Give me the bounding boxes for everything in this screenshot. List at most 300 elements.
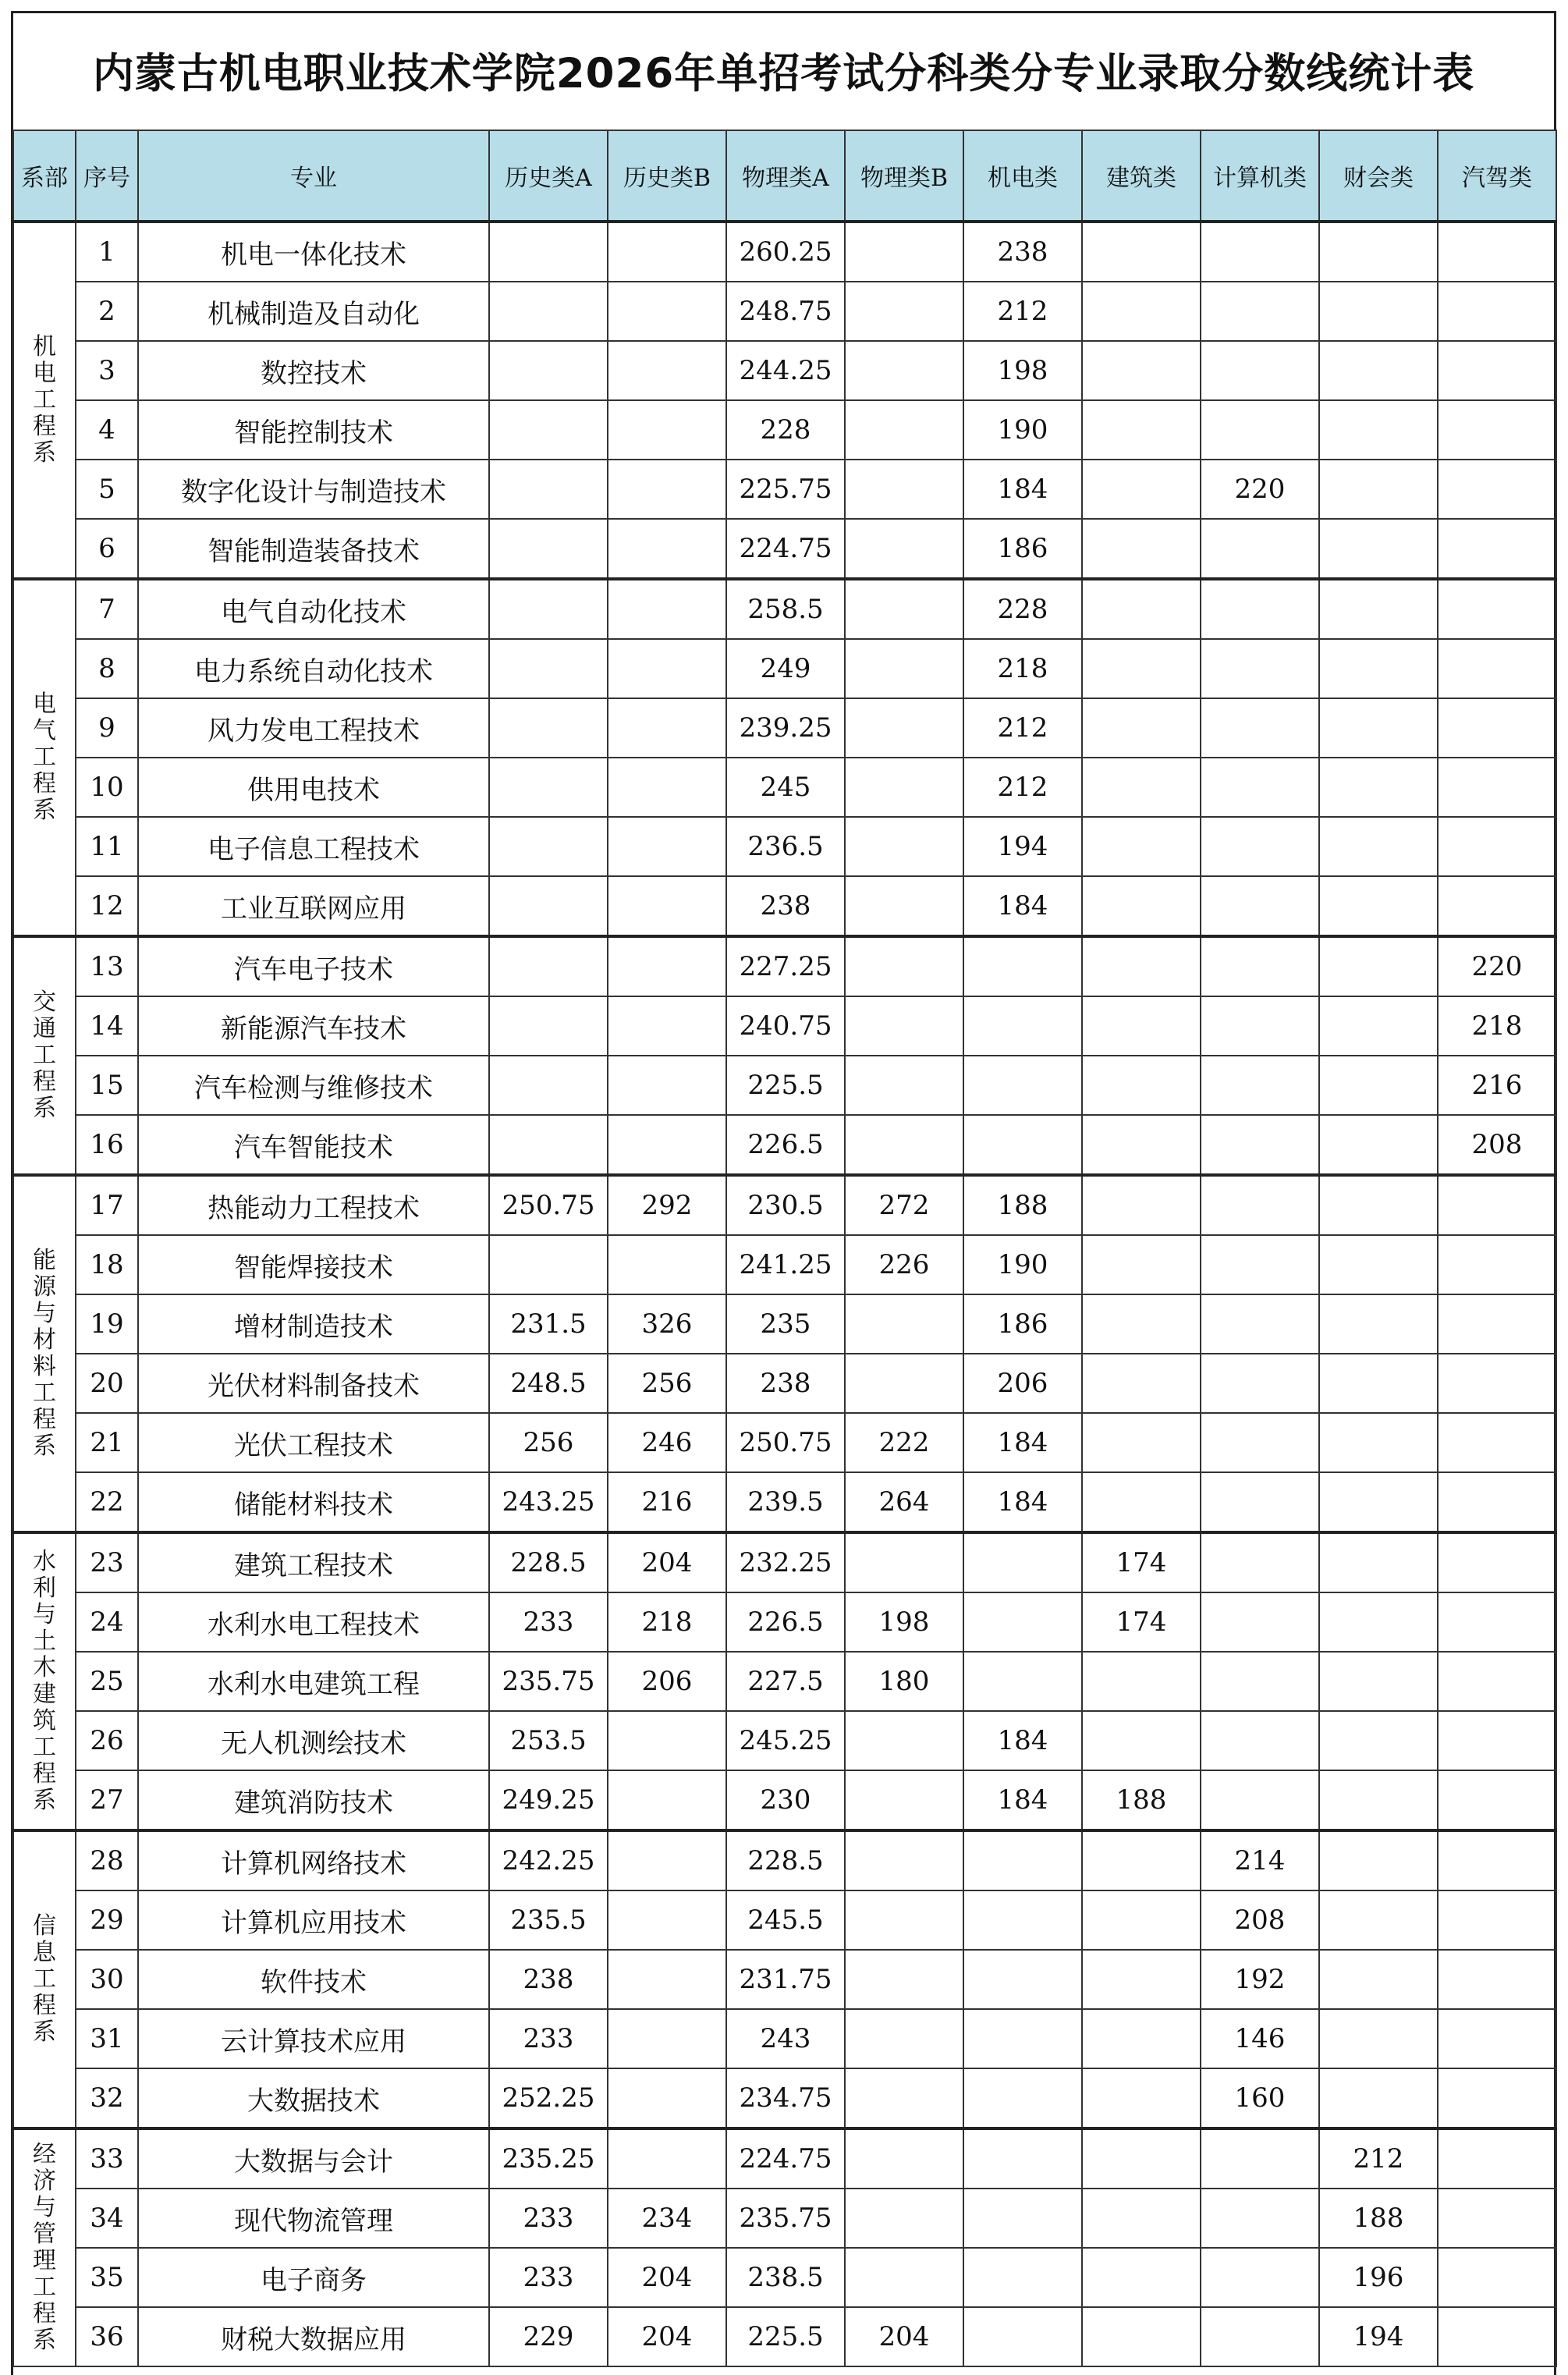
driving-cell — [1438, 579, 1556, 639]
index-cell: 18 — [76, 1235, 138, 1294]
driving-cell — [1438, 758, 1556, 817]
history-b-cell — [608, 1830, 726, 1890]
electromech-cell: 184 — [963, 876, 1082, 936]
index-cell: 15 — [76, 1056, 138, 1115]
index-cell: 33 — [76, 2128, 138, 2189]
driving-cell — [1438, 400, 1556, 460]
index-cell: 23 — [76, 1532, 138, 1592]
architecture-cell — [1082, 1472, 1201, 1532]
department-cell — [13, 222, 76, 579]
computer-cell — [1201, 1115, 1319, 1175]
history-b-cell: 218 — [608, 1592, 726, 1652]
electromech-cell: 190 — [963, 1235, 1082, 1294]
index-cell: 13 — [76, 936, 138, 996]
architecture-cell — [1082, 876, 1201, 936]
driving-cell — [1438, 1711, 1556, 1770]
electromech-cell: 184 — [963, 1472, 1082, 1532]
department-cell — [13, 2128, 76, 2366]
architecture-cell — [1082, 1830, 1201, 1890]
history-a-cell — [489, 1115, 608, 1175]
score-table — [12, 130, 1557, 2367]
physics-b-cell — [845, 2068, 963, 2128]
computer-cell — [1201, 996, 1319, 1056]
department-cell — [13, 1175, 76, 1532]
index-cell: 24 — [76, 1592, 138, 1652]
physics-a-cell: 238 — [726, 1354, 845, 1413]
electromech-cell — [963, 1950, 1082, 2009]
physics-a-cell: 230.5 — [726, 1175, 845, 1235]
index-cell: 9 — [76, 698, 138, 758]
accounting-cell — [1319, 579, 1438, 639]
physics-b-cell — [845, 639, 963, 698]
physics-b-cell: 264 — [845, 1472, 963, 1532]
physics-b-cell — [845, 341, 963, 400]
accounting-cell — [1319, 1770, 1438, 1830]
history-b-cell: 256 — [608, 1354, 726, 1413]
driving-cell — [1438, 1770, 1556, 1830]
electromech-cell: 206 — [963, 1354, 1082, 1413]
architecture-cell — [1082, 519, 1201, 579]
accounting-cell: 196 — [1319, 2248, 1438, 2307]
physics-a-cell: 230 — [726, 1770, 845, 1830]
architecture-cell — [1082, 1950, 1201, 2009]
major-cell: 储能材料技术 — [138, 1472, 489, 1532]
architecture-cell — [1082, 1056, 1201, 1115]
table-row — [13, 996, 1556, 1056]
major-cell: 软件技术 — [138, 1950, 489, 2009]
header-row — [13, 130, 1556, 222]
index-cell: 11 — [76, 817, 138, 876]
physics-a-cell: 224.75 — [726, 519, 845, 579]
computer-cell — [1201, 2189, 1319, 2248]
driving-cell: 208 — [1438, 1115, 1556, 1175]
accounting-cell — [1319, 282, 1438, 341]
driving-cell — [1438, 2248, 1556, 2307]
physics-a-cell: 248.75 — [726, 282, 845, 341]
table-body — [13, 222, 1556, 2366]
index-cell: 28 — [76, 1830, 138, 1890]
computer-cell — [1201, 1354, 1319, 1413]
computer-cell — [1201, 1532, 1319, 1592]
electromech-cell — [963, 1652, 1082, 1711]
electromech-cell: 184 — [963, 1770, 1082, 1830]
architecture-cell: 174 — [1082, 1592, 1201, 1652]
accounting-cell — [1319, 400, 1438, 460]
physics-b-cell — [845, 996, 963, 1056]
accounting-cell — [1319, 1830, 1438, 1890]
history-a-cell: 233 — [489, 2189, 608, 2248]
physics-b-cell — [845, 460, 963, 519]
physics-b-cell: 272 — [845, 1175, 963, 1235]
index-cell: 34 — [76, 2189, 138, 2248]
driving-cell — [1438, 1294, 1556, 1354]
major-cell: 电力系统自动化技术 — [138, 639, 489, 698]
department-cell — [13, 579, 76, 936]
history-a-cell — [489, 579, 608, 639]
computer-cell — [1201, 400, 1319, 460]
major-cell: 云计算技术应用 — [138, 2009, 489, 2068]
department-name: 机电工程系 — [33, 333, 56, 467]
major-cell: 智能焊接技术 — [138, 1235, 489, 1294]
computer-cell — [1201, 758, 1319, 817]
major-cell: 水利水电建筑工程 — [138, 1652, 489, 1711]
architecture-cell — [1082, 1413, 1201, 1472]
index-cell: 2 — [76, 282, 138, 341]
history-b-cell: 206 — [608, 1652, 726, 1711]
architecture-cell — [1082, 2009, 1201, 2068]
department-cell — [13, 936, 76, 1175]
accounting-cell — [1319, 817, 1438, 876]
architecture-cell — [1082, 1354, 1201, 1413]
table-row — [13, 817, 1556, 876]
history-b-cell — [608, 817, 726, 876]
physics-b-cell — [845, 1770, 963, 1830]
architecture-cell — [1082, 2248, 1201, 2307]
history-b-cell — [608, 460, 726, 519]
computer-cell — [1201, 2248, 1319, 2307]
physics-a-cell: 234.75 — [726, 2068, 845, 2128]
physics-a-cell: 244.25 — [726, 341, 845, 400]
index-cell: 26 — [76, 1711, 138, 1770]
table-row — [13, 1652, 1556, 1711]
physics-a-cell: 227.5 — [726, 1652, 845, 1711]
architecture-cell — [1082, 2189, 1201, 2248]
accounting-cell — [1319, 222, 1438, 282]
accounting-cell — [1319, 1652, 1438, 1711]
table-row — [13, 1890, 1556, 1950]
history-a-cell: 228.5 — [489, 1532, 608, 1592]
driving-cell — [1438, 1950, 1556, 2009]
index-cell: 22 — [76, 1472, 138, 1532]
table-row — [13, 519, 1556, 579]
history-b-cell — [608, 1235, 726, 1294]
electromech-cell — [963, 996, 1082, 1056]
major-cell: 大数据与会计 — [138, 2128, 489, 2189]
table-row — [13, 1592, 1556, 1652]
history-a-cell — [489, 876, 608, 936]
header-computer: 计算机类 — [1201, 130, 1319, 222]
computer-cell — [1201, 1711, 1319, 1770]
history-a-cell — [489, 519, 608, 579]
table-row — [13, 1056, 1556, 1115]
header-driving: 汽驾类 — [1438, 130, 1556, 222]
driving-cell — [1438, 817, 1556, 876]
physics-a-cell: 231.75 — [726, 1950, 845, 2009]
history-a-cell: 253.5 — [489, 1711, 608, 1770]
index-cell: 1 — [76, 222, 138, 282]
major-cell: 光伏工程技术 — [138, 1413, 489, 1472]
major-cell: 新能源汽车技术 — [138, 996, 489, 1056]
table-row — [13, 1711, 1556, 1770]
driving-cell — [1438, 460, 1556, 519]
history-b-cell: 204 — [608, 1532, 726, 1592]
major-cell: 现代物流管理 — [138, 2189, 489, 2248]
computer-cell — [1201, 1652, 1319, 1711]
header-index: 序号 — [76, 130, 138, 222]
driving-cell — [1438, 2307, 1556, 2366]
driving-cell — [1438, 1890, 1556, 1950]
physics-a-cell: 240.75 — [726, 996, 845, 1056]
table-row — [13, 1413, 1556, 1472]
physics-a-cell: 232.25 — [726, 1532, 845, 1592]
architecture-cell — [1082, 2128, 1201, 2189]
index-cell: 35 — [76, 2248, 138, 2307]
driving-cell — [1438, 1830, 1556, 1890]
electromech-cell: 238 — [963, 222, 1082, 282]
accounting-cell — [1319, 460, 1438, 519]
accounting-cell — [1319, 639, 1438, 698]
physics-b-cell — [845, 2009, 963, 2068]
driving-cell — [1438, 2189, 1556, 2248]
table-row — [13, 222, 1556, 282]
major-cell: 光伏材料制备技术 — [138, 1354, 489, 1413]
architecture-cell — [1082, 460, 1201, 519]
history-b-cell: 216 — [608, 1472, 726, 1532]
index-cell: 16 — [76, 1115, 138, 1175]
major-cell: 计算机网络技术 — [138, 1830, 489, 1890]
driving-cell — [1438, 519, 1556, 579]
history-b-cell — [608, 1890, 726, 1950]
history-a-cell — [489, 639, 608, 698]
computer-cell — [1201, 817, 1319, 876]
physics-a-cell: 225.5 — [726, 1056, 845, 1115]
electromech-cell: 212 — [963, 698, 1082, 758]
electromech-cell — [963, 1592, 1082, 1652]
history-b-cell — [608, 400, 726, 460]
physics-a-cell: 243 — [726, 2009, 845, 2068]
table-row — [13, 1235, 1556, 1294]
architecture-cell — [1082, 282, 1201, 341]
history-b-cell — [608, 1115, 726, 1175]
index-cell: 21 — [76, 1413, 138, 1472]
accounting-cell — [1319, 1056, 1438, 1115]
computer-cell — [1201, 1592, 1319, 1652]
accounting-cell — [1319, 876, 1438, 936]
computer-cell: 160 — [1201, 2068, 1319, 2128]
history-a-cell: 248.5 — [489, 1354, 608, 1413]
history-a-cell: 229 — [489, 2307, 608, 2366]
history-b-cell: 326 — [608, 1294, 726, 1354]
electromech-cell — [963, 1532, 1082, 1592]
header-history-b: 历史类B — [608, 130, 726, 222]
accounting-cell — [1319, 1413, 1438, 1472]
table-row — [13, 639, 1556, 698]
computer-cell — [1201, 222, 1319, 282]
physics-b-cell — [845, 1950, 963, 2009]
history-b-cell — [608, 341, 726, 400]
accounting-cell — [1319, 341, 1438, 400]
driving-cell — [1438, 1235, 1556, 1294]
driving-cell — [1438, 282, 1556, 341]
physics-b-cell — [845, 2128, 963, 2189]
department-name: 电气工程系 — [33, 690, 56, 824]
physics-b-cell — [845, 1354, 963, 1413]
architecture-cell — [1082, 1115, 1201, 1175]
electromech-cell: 188 — [963, 1175, 1082, 1235]
accounting-cell: 212 — [1319, 2128, 1438, 2189]
electromech-cell: 190 — [963, 400, 1082, 460]
history-a-cell: 243.25 — [489, 1472, 608, 1532]
index-cell: 4 — [76, 400, 138, 460]
history-b-cell — [608, 1056, 726, 1115]
accounting-cell — [1319, 2009, 1438, 2068]
accounting-cell: 188 — [1319, 2189, 1438, 2248]
computer-cell — [1201, 1413, 1319, 1472]
accounting-cell — [1319, 1235, 1438, 1294]
electromech-cell: 184 — [963, 460, 1082, 519]
index-cell: 25 — [76, 1652, 138, 1711]
history-b-cell — [608, 1950, 726, 2009]
driving-cell — [1438, 1472, 1556, 1532]
history-b-cell: 204 — [608, 2248, 726, 2307]
history-b-cell — [608, 1711, 726, 1770]
computer-cell — [1201, 341, 1319, 400]
index-cell: 29 — [76, 1890, 138, 1950]
computer-cell — [1201, 936, 1319, 996]
accounting-cell — [1319, 1592, 1438, 1652]
architecture-cell — [1082, 1652, 1201, 1711]
history-a-cell: 231.5 — [489, 1294, 608, 1354]
history-b-cell — [608, 282, 726, 341]
header-major: 专业 — [138, 130, 489, 222]
architecture-cell — [1082, 1711, 1201, 1770]
major-cell: 机电一体化技术 — [138, 222, 489, 282]
major-cell: 计算机应用技术 — [138, 1890, 489, 1950]
electromech-cell: 218 — [963, 639, 1082, 698]
physics-a-cell: 236.5 — [726, 817, 845, 876]
computer-cell: 208 — [1201, 1890, 1319, 1950]
index-cell: 32 — [76, 2068, 138, 2128]
history-b-cell — [608, 519, 726, 579]
electromech-cell: 194 — [963, 817, 1082, 876]
major-cell: 电气自动化技术 — [138, 579, 489, 639]
history-b-cell: 204 — [608, 2307, 726, 2366]
index-cell: 31 — [76, 2009, 138, 2068]
accounting-cell — [1319, 698, 1438, 758]
physics-a-cell: 245.5 — [726, 1890, 845, 1950]
department-cell — [13, 1830, 76, 2128]
history-a-cell — [489, 996, 608, 1056]
driving-cell — [1438, 698, 1556, 758]
history-b-cell — [608, 2009, 726, 2068]
index-cell: 5 — [76, 460, 138, 519]
driving-cell — [1438, 1413, 1556, 1472]
physics-a-cell: 239.25 — [726, 698, 845, 758]
physics-a-cell: 224.75 — [726, 2128, 845, 2189]
physics-a-cell: 225.75 — [726, 460, 845, 519]
driving-cell — [1438, 2068, 1556, 2128]
accounting-cell — [1319, 519, 1438, 579]
header-physics-a: 物理类A — [726, 130, 845, 222]
physics-b-cell — [845, 1294, 963, 1354]
history-a-cell — [489, 282, 608, 341]
history-a-cell — [489, 936, 608, 996]
driving-cell: 220 — [1438, 936, 1556, 996]
physics-b-cell — [845, 1711, 963, 1770]
physics-a-cell: 245 — [726, 758, 845, 817]
history-a-cell: 256 — [489, 1413, 608, 1472]
index-cell: 3 — [76, 341, 138, 400]
driving-cell — [1438, 876, 1556, 936]
driving-cell — [1438, 2128, 1556, 2189]
table-row — [13, 1115, 1556, 1175]
major-cell: 建筑消防技术 — [138, 1770, 489, 1830]
table-row — [13, 698, 1556, 758]
header-architecture: 建筑类 — [1082, 130, 1201, 222]
accounting-cell — [1319, 1115, 1438, 1175]
major-cell: 汽车检测与维修技术 — [138, 1056, 489, 1115]
computer-cell — [1201, 282, 1319, 341]
major-cell: 工业互联网应用 — [138, 876, 489, 936]
history-a-cell — [489, 400, 608, 460]
physics-b-cell — [845, 1532, 963, 1592]
physics-a-cell: 228.5 — [726, 1830, 845, 1890]
history-a-cell — [489, 341, 608, 400]
electromech-cell: 198 — [963, 341, 1082, 400]
physics-a-cell: 227.25 — [726, 936, 845, 996]
accounting-cell — [1319, 1294, 1438, 1354]
physics-b-cell: 204 — [845, 2307, 963, 2366]
physics-a-cell: 260.25 — [726, 222, 845, 282]
table-row — [13, 341, 1556, 400]
architecture-cell — [1082, 400, 1201, 460]
table-row — [13, 2009, 1556, 2068]
accounting-cell — [1319, 758, 1438, 817]
header-department: 系部 — [13, 130, 76, 222]
history-a-cell: 250.75 — [489, 1175, 608, 1235]
table-row — [13, 579, 1556, 639]
index-cell: 20 — [76, 1354, 138, 1413]
physics-a-cell: 245.25 — [726, 1711, 845, 1770]
physics-b-cell — [845, 1056, 963, 1115]
history-a-cell — [489, 460, 608, 519]
architecture-cell — [1082, 639, 1201, 698]
table-row — [13, 1532, 1556, 1592]
physics-a-cell: 225.5 — [726, 2307, 845, 2366]
table-row — [13, 1294, 1556, 1354]
physics-b-cell — [845, 1115, 963, 1175]
accounting-cell — [1319, 1354, 1438, 1413]
physics-b-cell: 226 — [845, 1235, 963, 1294]
index-cell: 19 — [76, 1294, 138, 1354]
computer-cell — [1201, 2128, 1319, 2189]
department-name: 经济与管理工程系 — [33, 2141, 56, 2354]
physics-b-cell — [845, 519, 963, 579]
architecture-cell — [1082, 1175, 1201, 1235]
physics-b-cell — [845, 1830, 963, 1890]
physics-b-cell — [845, 936, 963, 996]
history-b-cell — [608, 579, 726, 639]
electromech-cell — [963, 1056, 1082, 1115]
electromech-cell: 186 — [963, 1294, 1082, 1354]
architecture-cell — [1082, 222, 1201, 282]
physics-b-cell — [845, 400, 963, 460]
history-a-cell: 233 — [489, 2248, 608, 2307]
table-row — [13, 2307, 1556, 2366]
major-cell: 机械制造及自动化 — [138, 282, 489, 341]
physics-a-cell: 226.5 — [726, 1592, 845, 1652]
electromech-cell: 212 — [963, 758, 1082, 817]
major-cell: 财税大数据应用 — [138, 2307, 489, 2366]
computer-cell — [1201, 1770, 1319, 1830]
physics-a-cell: 235.75 — [726, 2189, 845, 2248]
computer-cell — [1201, 1472, 1319, 1532]
accounting-cell — [1319, 2068, 1438, 2128]
header-physics-b: 物理类B — [845, 130, 963, 222]
major-cell: 风力发电工程技术 — [138, 698, 489, 758]
history-a-cell — [489, 1235, 608, 1294]
architecture-cell — [1082, 579, 1201, 639]
